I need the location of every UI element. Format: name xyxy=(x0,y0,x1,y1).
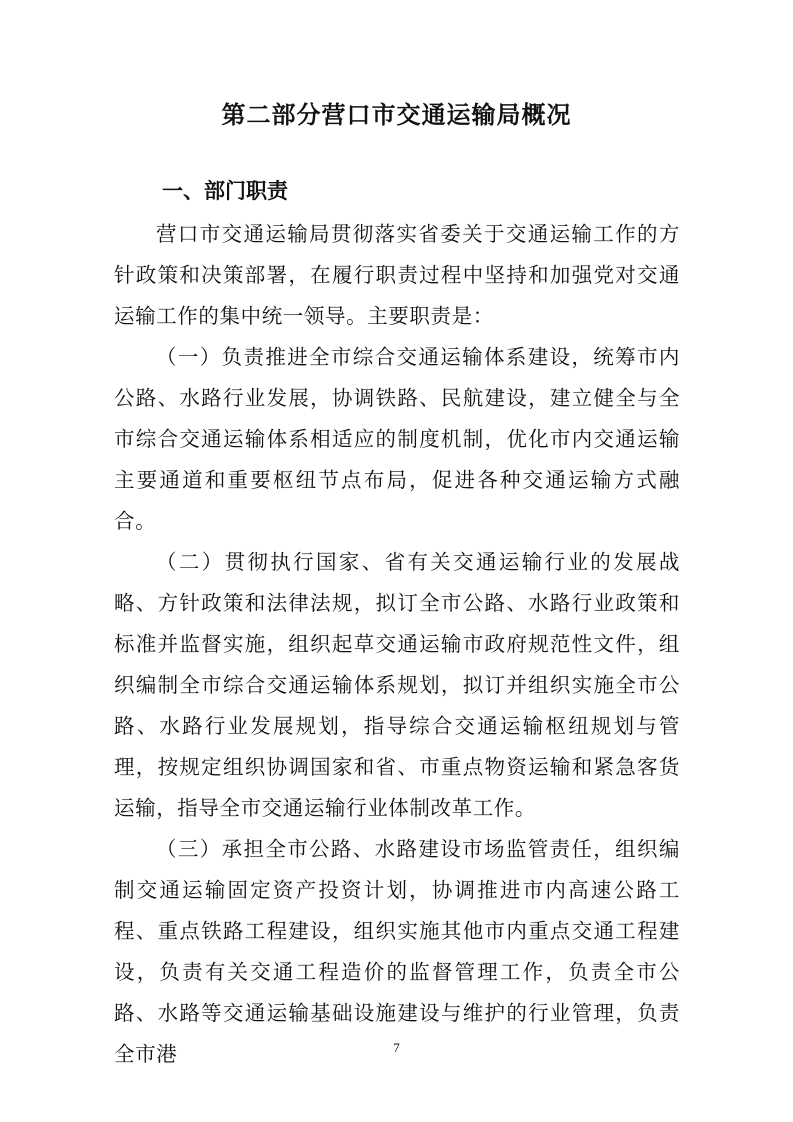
paragraph-duty-2: （二）贯彻执行国家、省有关交通运输行业的发展战略、方针政策和法律法规，拟订全市公路、水路行业政策和标准并监督实施，组织起草交通运输市政府规范性文件，组织编制全市综合交通运输体系规划，拟订并组织实施全市公路、水路行业发展规划，指导综合交通运输枢纽规划与管理，按规定组织协调国家和省、市重点物资运输和紧急客货运输，指导全市交通运输行业体制改革工作。 xyxy=(114,550,680,820)
section-heading: 一、部门职责 xyxy=(162,179,288,203)
page-number: 7 xyxy=(393,1040,400,1055)
paragraph-duty-3: （三）承担全市公路、水路建设市场监管责任，组织编制交通运输固定资产投资计划，协调推进市内高速公路工程、重点铁路工程建设，组织实施其他市内重点交通工程建设，负责有关交通工程造价的监督管理工作，负责全市公路、水路等交通运输基础设施建设与维护的行业管理，负责全市港 xyxy=(114,837,680,1066)
paragraph-duty-1: （一）负责推进全市综合交通运输体系建设，统筹市内公路、水路行业发展，协调铁路、民航建设，建立健全与全市综合交通运输体系相适应的制度机制，优化市内交通运输主要通道和重要枢纽节点布局，促进各种交通运输方式融合。 xyxy=(114,345,680,533)
page-title: 第二部分营口市交通运输局概况 xyxy=(221,101,572,129)
paragraph-intro: 营口市交通运输局贯彻落实省委关于交通运输工作的方针政策和决策部署，在履行职责过程中坚持和加强党对交通运输工作的集中统一领导。主要职责是： xyxy=(114,222,680,328)
body-text xyxy=(114,214,680,1075)
